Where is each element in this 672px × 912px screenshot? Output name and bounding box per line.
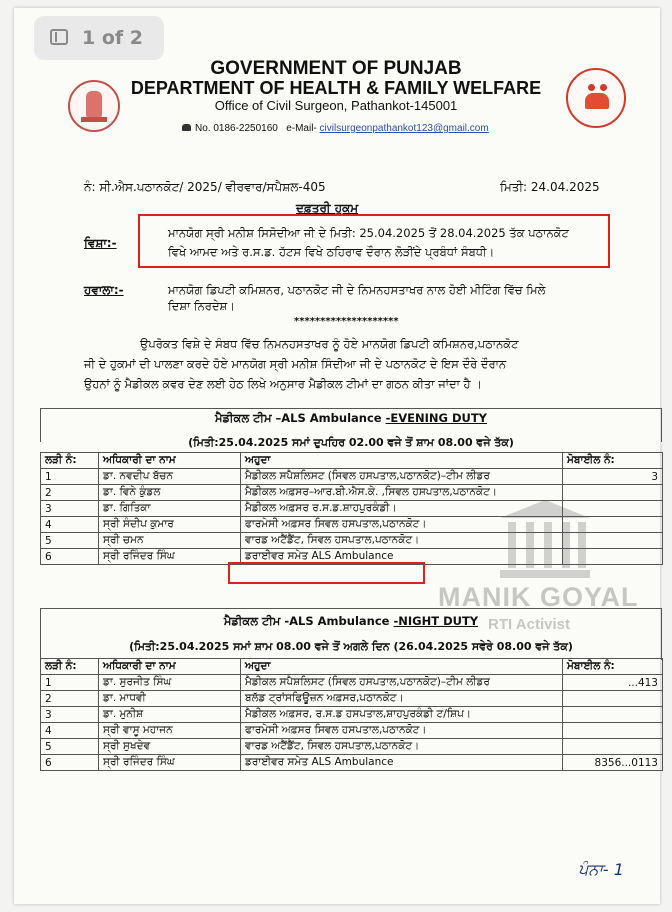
watermark-role: RTI Activist	[488, 616, 570, 633]
evening-team-table-cell: ਮੈਡੀਕਲ ਅਫ਼ਸਰ ਰ.ਸ.ਡ.ਸ਼ਾਹਪੁਰਕੰਡੀ।	[241, 501, 563, 517]
night-team-table-cell: 2	[41, 691, 99, 707]
evening-team-table-cell: ਡਰਾਈਵਰ ਸਮੇਤ ALS Ambulance	[241, 549, 563, 565]
evening-team-table-cell: ਫਾਰਮੇਸੀ ਅਫ਼ਸਰ ਸਿਵਲ ਹਸਪਤਾਲ,ਪਠਾਨਕੋਟ।	[241, 517, 563, 533]
night-team-table-cell: ਡਾ. ਮਾਧਵੀ	[99, 691, 241, 707]
watermark-name: MANIK GOYAL	[438, 582, 639, 612]
night-team-header-cell: ਅਧਿਕਾਰੀ ਦਾ ਨਾਮ	[99, 659, 241, 675]
evening-team-table-cell	[563, 485, 663, 501]
evening-team-table-cell: 3	[41, 501, 99, 517]
evening-team-table-cell: 5	[41, 533, 99, 549]
evening-team-table-cell: ਡਾ. ਨਵਦੀਪ ਬੱਚਨ	[99, 469, 241, 485]
evening-team-table-cell: ਸ੍ਰੀ ਰਜਿੰਦਰ ਸਿੰਘ	[99, 549, 241, 565]
letterhead-contact	[182, 123, 489, 134]
evening-team-table-cell: ਮੈਡੀਕਲ ਅਫ਼ਸਰ–ਆਰ.ਬੀ.ਐਸ.ਕੇ. ,ਸਿਵਲ ਹਸਪਤਾਲ,ਪਠਾਨਕੋਟ।	[241, 485, 563, 501]
memo-ref-no: ਨੰ: ਸੀ.ਐਸ.ਪਠਾਨਕੋਟ/ 2025/ ਵੀਰਵਾਰ/ਸਪੈਸ਼ਲ-405	[84, 180, 326, 194]
evening-team-table-cell: 2	[41, 485, 99, 501]
email-label: e-Mail-	[286, 123, 317, 134]
night-team-table-row	[41, 707, 663, 723]
evening-team-title	[40, 411, 662, 426]
night-team-duty: -NIGHT DUTY	[393, 614, 479, 628]
phone-icon	[182, 124, 191, 131]
evening-team-table-cell: 3	[563, 469, 663, 485]
night-team-table-cell: ਮੈਡੀਕਲ ਸਪੈਸ਼ਲਿਸਟ (ਸਿਵਲ ਹਸਪਤਾਲ,ਪਠਾਨਕੋਟ)–ਟੀਮ ਲੀਡਰ	[241, 675, 563, 691]
page-indicator[interactable]	[34, 16, 164, 60]
night-team-table-cell: 6	[41, 755, 99, 771]
evening-team-header-cell: ਲੜੀ ਨੰ:	[41, 453, 99, 469]
night-team-timing: (ਮਿਤੀ:25.04.2025 ਸਮਾਂ ਸ਼ਾਮ 08.00 ਵਜੇ ਤੋਂ ਅਗਲੇ ਦਿਨ (26.04.2025 ਸਵੇਰੇ 08.00 ਵਜੇ ਤੱਕ)	[129, 640, 573, 653]
body-line-2: ਜੀ ਦੇ ਹੁਕਮਾਂ ਦੀ ਪਾਲਣਾ ਕਰਦੇ ਹੋਏ ਮਾਨਯੋਗ ਸ੍ਰੀ ਮਨੀਸ਼ ਸਿੰਦੀਆ ਜੀ ਦੇ ਪਠਾਨਕੋਟ ਦੇ ਇਸ ਦੌਰੇ ਦੌਰਾਨ	[84, 357, 507, 371]
evening-team-table-row	[41, 485, 663, 501]
evening-team-header-cell: ਮੋਬਾਈਲ ਨੰ:	[563, 453, 663, 469]
evening-team-header-cell: ਅਹੁਦਾ	[241, 453, 563, 469]
letterhead-government: GOVERNMENT OF PUNJAB	[210, 58, 462, 79]
night-team-table-cell: 3	[41, 707, 99, 723]
night-team-table-cell: ਸ੍ਰੀ ਵਾਸੂ ਮਹਾਜਨ	[99, 723, 241, 739]
evening-team-table-row	[41, 469, 663, 485]
night-team-header-row	[41, 659, 663, 675]
driver-highlight-box	[228, 562, 425, 584]
night-team-table-cell: ਡਰਾਈਵਰ ਸਮੇਤ ALS Ambulance	[241, 755, 563, 771]
night-team-header-cell: ਲੜੀ ਨੰ:	[41, 659, 99, 675]
page-number: ਪੰਨਾ- 1	[578, 860, 624, 879]
reference-line-2: ਦਿਸ਼ਾ ਨਿਰਦੇਸ਼।	[168, 299, 235, 313]
pages-icon	[50, 29, 72, 47]
evening-team-table-cell: ਮੈਡੀਕਲ ਸਪੈਸ਼ਲਿਸਟ (ਸਿਵਲ ਹਸਪਤਾਲ,ਪਠਾਨਕੋਟ)–ਟੀਮ ਲੀਡਰ	[241, 469, 563, 485]
night-team-table-cell: ਫਾਰਮੇਸੀ ਅਫ਼ਸਰ ਸਿਵਲ ਹਸਪਤਾਲ,ਪਠਾਨਕੋਟ।	[241, 723, 563, 739]
memo-date: ਮਿਤੀ: 24.04.2025	[500, 180, 600, 194]
night-team-table-cell: ਸ੍ਰੀ ਸੁਖਦੇਵ	[99, 739, 241, 755]
night-team-table-cell	[563, 723, 663, 739]
page-indicator-label: 1 of 2	[82, 27, 143, 49]
night-team-table	[40, 658, 663, 771]
evening-team-table-cell: 1	[41, 469, 99, 485]
night-team-table-cell: 4	[41, 723, 99, 739]
reference-line-1: ਮਾਨਯੋਗ ਡਿਪਟੀ ਕਮਿਸ਼ਨਰ, ਪਠਾਨਕੋਟ ਜੀ ਦੇ ਨਿਮਨਹਸਤਾਖਰ ਨਾਲ ਹੋਈ ਮੀਟਿੰਗ ਵਿੱਚ ਮਿਲੇ	[168, 283, 546, 297]
night-team-table-cell: ਵਾਰਡ ਅਟੈਂਡੈਂਟ, ਸਿਵਲ ਹਸਪਤਾਲ,ਪਠਾਨਕੋਟ।	[241, 739, 563, 755]
night-team-table-cell: ਡਾ. ਮੁਨੀਸ਼	[99, 707, 241, 723]
night-team-title-prefix: ਮੈਡੀਕਲ ਟੀਮ -ALS Ambulance	[223, 614, 394, 628]
evening-team-table-cell: ਡਾ. ਗਿਤਿਕਾ	[99, 501, 241, 517]
watermark-pillars-icon	[500, 500, 590, 580]
night-team-table-row	[41, 739, 663, 755]
body-line-1: ਉਪਰੋਕਤ ਵਿਸ਼ੇ ਦੇ ਸੰਬਧ ਵਿੱਚ ਨਿਮਨਹਸਤਾਖਰ ਨੂੰ ਹੋਏ ਮਾਨਯੋਗ ਡਿਪਟੀ ਕਮਿਸ਼ਨਰ,ਪਠਾਨਕੋਟ	[140, 337, 519, 351]
evening-team-table-cell: 4	[41, 517, 99, 533]
night-team-table-cell: ਬਲੱਡ ਟ੍ਰਾਂਸਫਿਊਜ਼ਨ ਅਫ਼ਸਰ,ਪਠਾਨਕੋਟ।	[241, 691, 563, 707]
separator: ********************	[294, 316, 399, 327]
evening-team-table-cell: ਸ੍ਰੀ ਸੰਦੀਪ ਕੁਮਾਰ	[99, 517, 241, 533]
night-team-table-cell: 1	[41, 675, 99, 691]
night-team-table-cell: ਡਾ. ਸੁਰਜੀਤ ਸਿੰਘ	[99, 675, 241, 691]
evening-team-duty: -EVENING DUTY	[385, 411, 488, 425]
night-team-table-cell	[563, 739, 663, 755]
phone-number: No. 0186-2250160	[195, 123, 278, 134]
night-team-table-cell: 5	[41, 739, 99, 755]
night-team-header-cell: ਅਹੁਦਾ	[241, 659, 563, 675]
evening-team-table-cell: 6	[41, 549, 99, 565]
evening-team-table-cell: ਸ੍ਰੀ ਚਮਨ	[99, 533, 241, 549]
night-team-table-row	[41, 675, 663, 691]
night-team-table-cell	[563, 691, 663, 707]
night-team-table-row	[41, 691, 663, 707]
subject-label: ਵਿਸ਼ਾ:-	[84, 236, 117, 250]
email-link[interactable]: civilsurgeonpathankot123@gmail.com	[319, 123, 489, 134]
evening-team-header-cell: ਅਧਿਕਾਰੀ ਦਾ ਨਾਮ	[99, 453, 241, 469]
reference-label: ਹਵਾਲਾ:-	[84, 283, 124, 297]
night-team-table-cell: ਸ੍ਰੀ ਰਜਿੰਦਰ ਸਿੰਘ	[99, 755, 241, 771]
night-team-table-cell: ਮੈਡੀਕਲ ਅਫ਼ਸਰ, ਰ.ਸ.ਡ ਹਸਪਤਾਲ,ਸ਼ਾਹਪੁਰਕੰਡੀ ਟ/ਸ਼ਿਪ।	[241, 707, 563, 723]
letterhead-office: Office of Civil Surgeon, Pathankot-145001	[214, 98, 458, 113]
night-team-table-cell	[563, 707, 663, 723]
night-team-table-row	[41, 755, 663, 771]
night-team-table-cell: ...413	[563, 675, 663, 691]
evening-team-timing: (ਮਿਤੀ:25.04.2025 ਸਮਾਂ ਦੁਪਹਿਰ 02.00 ਵਜੇ ਤੋਂ ਸ਼ਾਮ 08.00 ਵਜੇ ਤੱਕ)	[188, 436, 514, 449]
subject-line-2: ਵਿਖੇ ਆਮਦ ਅਤੇ ਰ.ਸ.ਡ. ਹੱਟਸ ਵਿਖੇ ਠਹਿਰਾਵ ਦੌਰਾਨ ਲੋੜੀਂਦੇ ਪ੍ਰਬੰਧਾਂ ਸੰਬਧੀ।	[168, 245, 495, 259]
evening-team-header-row	[41, 453, 663, 469]
night-team-header-cell: ਮੋਬਾਈਲ ਨੰ:	[563, 659, 663, 675]
night-team-table-cell: 8356...0113	[563, 755, 663, 771]
evening-team-table-cell: ਡਾ. ਵਿਨੇ ਕੁੰਡਲ	[99, 485, 241, 501]
subject-line-1: ਮਾਨਯੋਗ ਸ੍ਰੀ ਮਨੀਸ਼ ਸਿਸੋਦੀਆ ਜੀ ਦੇ ਮਿਤੀ: 25.04.2025 ਤੋਂ 28.04.2025 ਤੱਕ ਪਠਾਨਕੋਟ	[168, 226, 569, 240]
night-team-table-row	[41, 723, 663, 739]
order-title: ਦਫ਼ਤਰੀ ਹੁਕਮ	[296, 201, 359, 215]
body-line-3: ਉਹਨਾਂ ਨੂੰ ਮੈਡੀਕਲ ਕਵਰ ਦੇਣ ਲਈ ਹੇਠ ਲਿਖੇ ਅਨੁਸਾਰ ਮੈਡੀਕਲ ਟੀਮਾਂ ਦਾ ਗਠਨ ਕੀਤਾ ਜਾਂਦਾ ਹੈ ।	[84, 377, 483, 391]
evening-team-title-prefix: ਮੈਡੀਕਲ ਟੀਮ –ALS Ambulance	[214, 411, 386, 425]
letterhead-department: DEPARTMENT OF HEALTH & FAMILY WELFARE	[130, 78, 542, 98]
evening-team-table-cell: ਵਾਰਡ ਅਟੈਂਡੈਂਟ, ਸਿਵਲ ਹਸਪਤਾਲ,ਪਠਾਨਕੋਟ।	[241, 533, 563, 549]
